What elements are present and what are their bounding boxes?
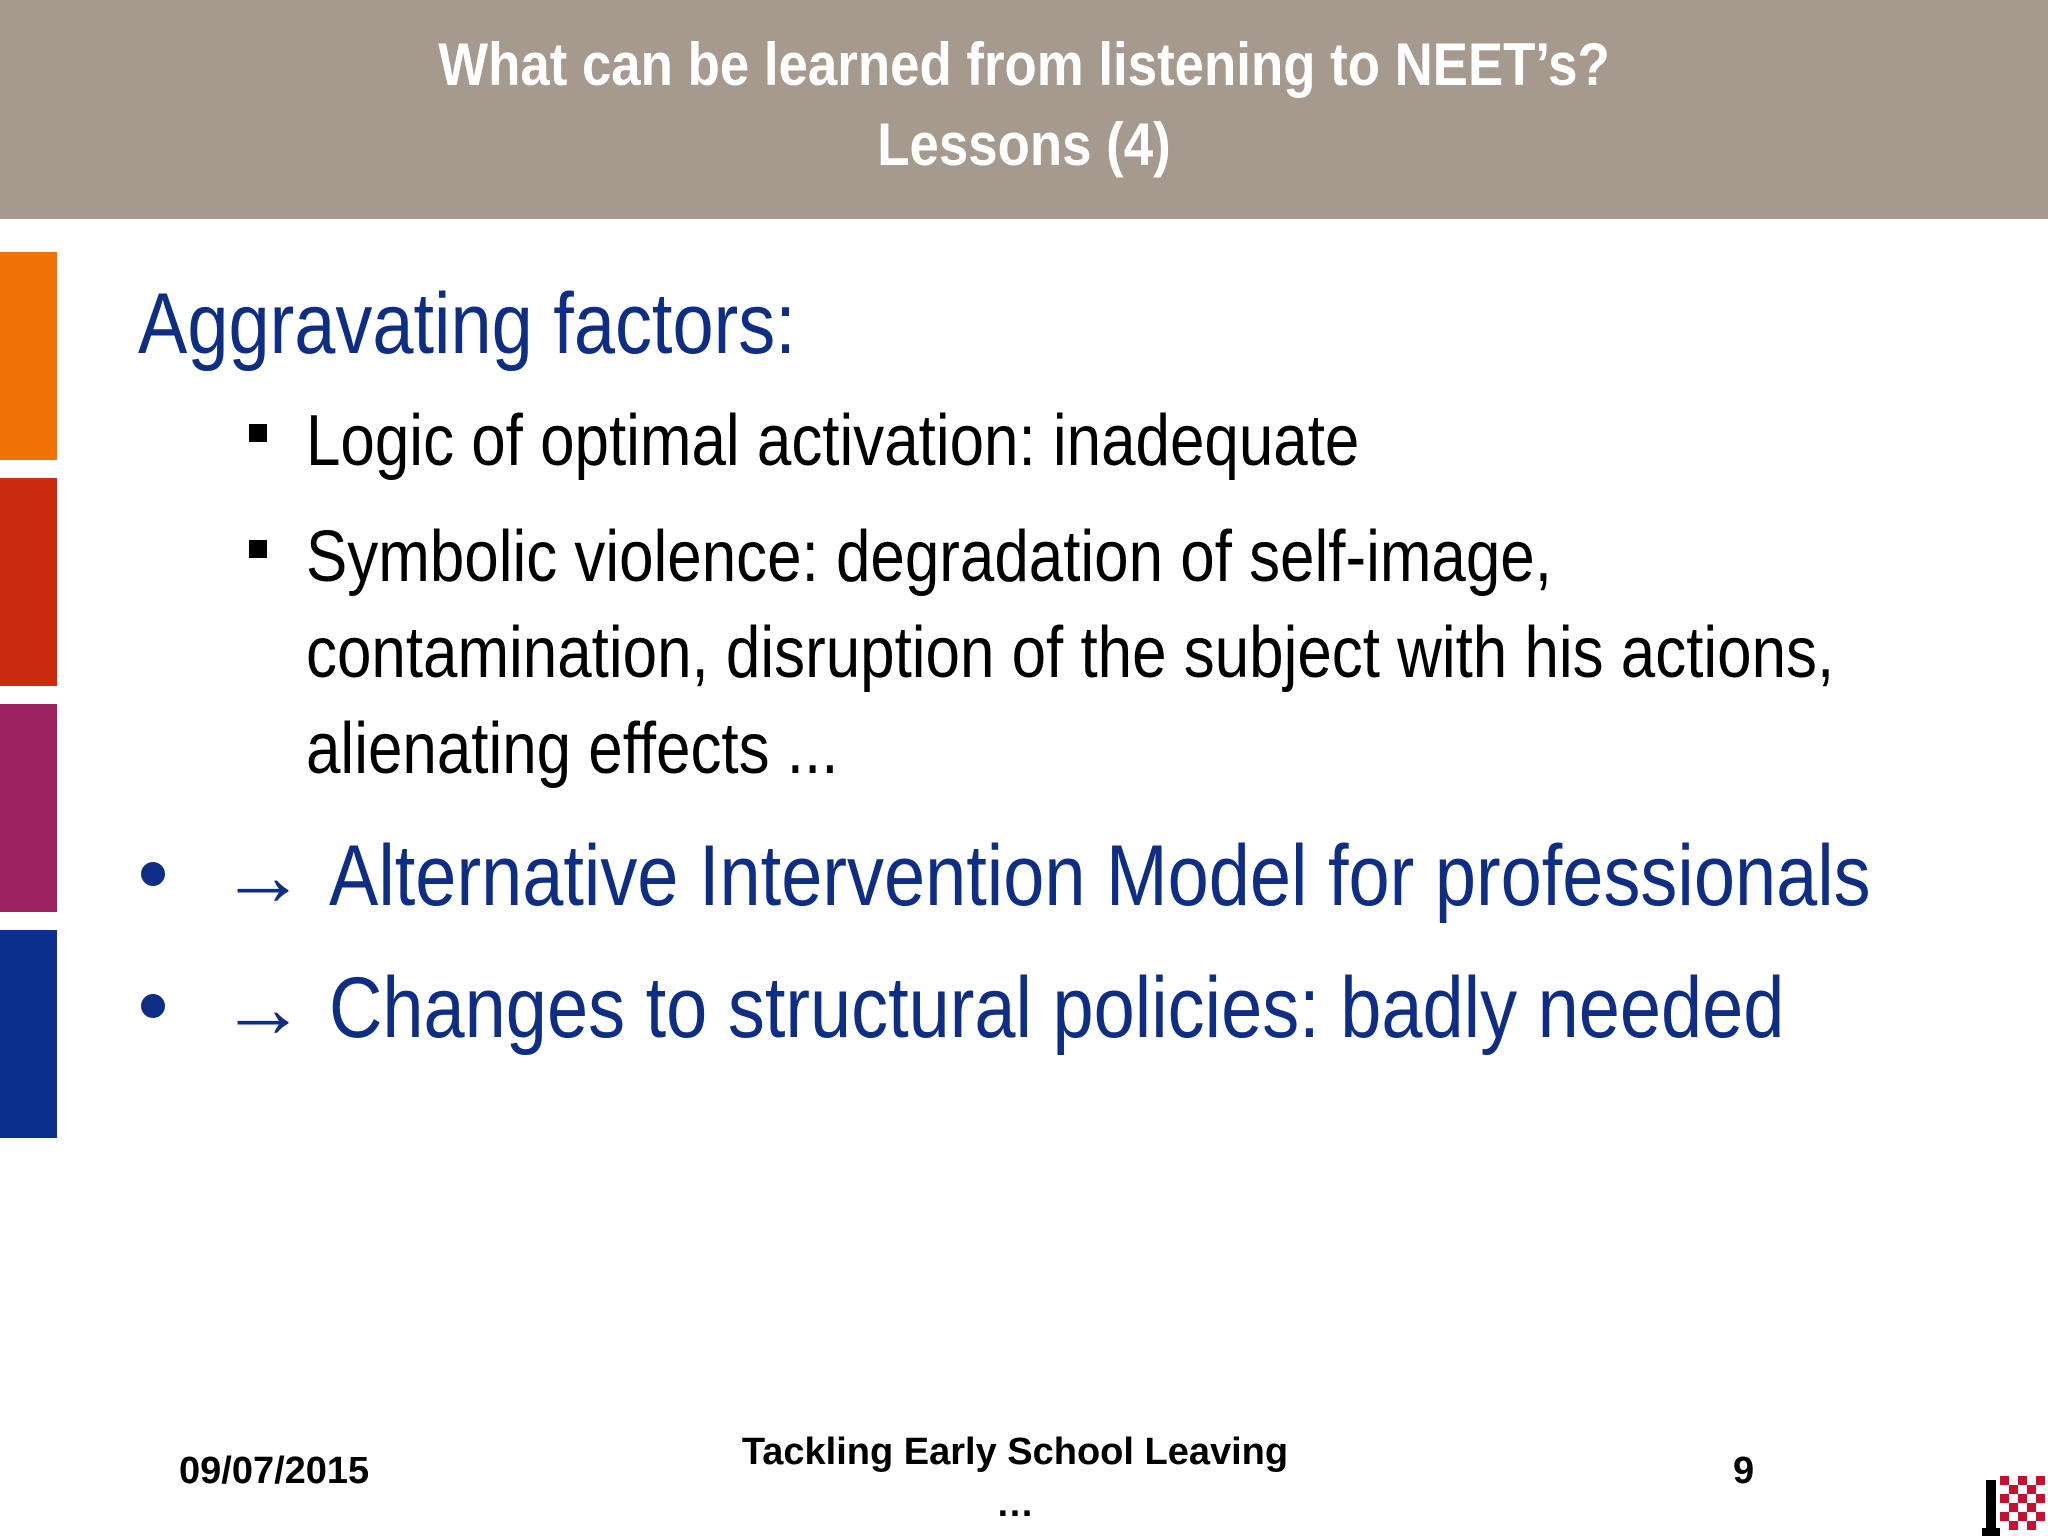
section-heading: Aggravating factors: — [138, 276, 796, 372]
sub-bullet-1: Logic of optimal activation: inadequate — [306, 401, 1360, 481]
footer-title-line2: … — [996, 1483, 1034, 1525]
footer-title — [715, 1426, 1315, 1530]
slide-header — [0, 0, 2048, 219]
slide-title-line1: What can be learned from listening to NEET’s? — [438, 31, 1610, 98]
side-bar-red — [0, 478, 57, 686]
sub-bullet-2-line3: alienating effects ... — [306, 709, 839, 789]
footer-title-line1: Tackling Early School Leaving — [741, 1431, 1289, 1473]
sub-bullet-2-line1: Symbolic violence: degradation of self-image, — [306, 517, 1552, 597]
right-arrow-icon: → — [220, 828, 306, 924]
round-bullet-icon — [141, 994, 165, 1018]
sub-bullet-2-line2: contamination, disruption of the subject with his actions, — [306, 613, 1835, 693]
slide-title-line2: Lessons (4) — [877, 111, 1171, 178]
square-bullet-icon — [249, 424, 267, 442]
side-bar-blue — [0, 930, 57, 1138]
page-number: 9 — [1733, 1450, 1755, 1492]
side-bar-orange — [0, 252, 57, 460]
round-bullet-icon — [141, 862, 165, 886]
main-bullet-2: Changes to structural policies: badly needed — [329, 960, 1785, 1056]
main-bullet-1: Alternative Intervention Model for professionals — [329, 828, 1871, 924]
university-logo-icon — [1980, 1468, 2048, 1536]
right-arrow-icon: → — [220, 960, 306, 1056]
footer-date: 09/07/2015 — [179, 1450, 370, 1492]
square-bullet-icon — [249, 540, 267, 558]
side-bar-purple — [0, 704, 57, 912]
